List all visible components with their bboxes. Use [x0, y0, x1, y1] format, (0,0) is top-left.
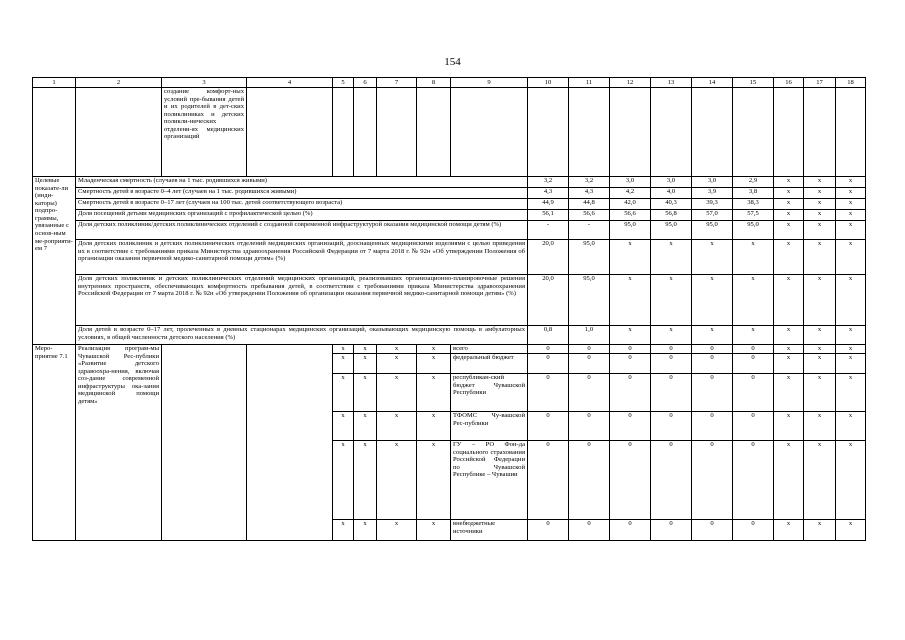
funding-value: 0: [569, 354, 610, 374]
funding-value: x: [774, 354, 804, 374]
funding-value: 0: [692, 441, 733, 520]
indicator-value: x: [610, 240, 651, 275]
funding-value: x: [836, 520, 866, 541]
activity-col4: [247, 345, 333, 541]
indicator-value: x: [651, 275, 692, 326]
budget-code: x: [333, 412, 354, 441]
indicator-value: 44,8: [569, 199, 610, 210]
indicator-row: [33, 210, 866, 221]
program-table: [32, 77, 866, 541]
funding-source: внебюджетные источники: [451, 520, 528, 541]
indicator-value: 3,0: [651, 177, 692, 188]
indicator-name: Доля детских поликлиник и детских поликлинических отделений медицинских организаций, дооснащенных медицинскими изделиями с целью приведения их в соответствие с требованиями приказа Министерства здравоохранения Российской Федерации от 7 марта 2018 г. № 92н «Об утверждении Положения об организации оказания первичной медико-санитарной помощи детям» (%): [76, 240, 528, 275]
funding-value: 0: [733, 345, 774, 354]
column-number: 8: [417, 78, 451, 88]
indicator-value: 2,9: [733, 177, 774, 188]
indicator-value: 4,2: [610, 188, 651, 199]
indicator-value: 4,3: [528, 188, 569, 199]
funding-value: x: [774, 374, 804, 412]
continuation-row: [33, 88, 866, 177]
indicator-value: x: [733, 240, 774, 275]
indicator-name: Доля детей в возрасте 0–17 лет, пролеченных в дневных стационарах медицинских организаций, оказывающих медицинскую помощь в амбулаторных условиях, в общей численности детского населения (%): [76, 326, 528, 345]
indicator-value: x: [804, 240, 836, 275]
funding-value: x: [804, 520, 836, 541]
indicator-name: Младенческая смертность (случаев на 1 тыс. родившихся живыми): [76, 177, 528, 188]
funding-value: 0: [692, 520, 733, 541]
funding-value: x: [774, 441, 804, 520]
indicator-value: 39,3: [692, 199, 733, 210]
funding-value: 0: [651, 520, 692, 541]
funding-value: 0: [733, 520, 774, 541]
indicator-value: 4,0: [651, 188, 692, 199]
funding-value: 0: [569, 520, 610, 541]
indicator-value: x: [804, 199, 836, 210]
funding-value: 0: [610, 412, 651, 441]
target-indicators-label: Целевые показате-ли (инди-каторы) подпро-граммы, увязанные с основ-ным ме-роприяти-ем 7: [33, 177, 76, 345]
indicator-value: -: [569, 221, 610, 240]
funding-source: всего: [451, 345, 528, 354]
budget-code: x: [354, 354, 377, 374]
funding-value: x: [836, 354, 866, 374]
indicator-value: 95,0: [610, 221, 651, 240]
funding-value: x: [836, 345, 866, 354]
indicator-value: 44,9: [528, 199, 569, 210]
indicator-name: Смертность детей в возрасте 0–4 лет (случаев на 1 тыс. родившихся живыми): [76, 188, 528, 199]
column-number: 4: [247, 78, 333, 88]
indicator-value: 3,8: [733, 188, 774, 199]
funding-value: 0: [569, 441, 610, 520]
indicator-value: x: [774, 221, 804, 240]
column-number: 17: [804, 78, 836, 88]
indicator-value: x: [836, 188, 866, 199]
indicator-value: x: [733, 326, 774, 345]
budget-code: x: [333, 354, 354, 374]
indicator-value: 95,0: [569, 240, 610, 275]
activity-name: Реализация програм-мы Чувашской Рес-публики «Развитие детского здравоохра-нения, включая соз-дание современной инфраструктуры ока-зания медицинской помощи детям»: [76, 345, 162, 541]
indicator-value: x: [836, 275, 866, 326]
funding-value: 0: [610, 374, 651, 412]
funding-source: республикан-ский бюджет Чувашской Республики: [451, 374, 528, 412]
continuation-text: создание комфорт-ных условий пре-бывания детей и их родителей в дет-ских поликлиниках и детских поликли-нических отделени-ях медицинских организаций: [162, 88, 247, 177]
budget-code: x: [417, 441, 451, 520]
indicator-value: x: [651, 326, 692, 345]
funding-value: x: [836, 374, 866, 412]
indicator-value: x: [774, 199, 804, 210]
indicator-value: 95,0: [651, 221, 692, 240]
indicator-value: 1,0: [569, 326, 610, 345]
indicator-value: x: [836, 326, 866, 345]
indicator-value: x: [804, 221, 836, 240]
funding-value: 0: [528, 354, 569, 374]
funding-source: федеральный бюджет: [451, 354, 528, 374]
budget-code: x: [377, 412, 417, 441]
funding-value: x: [804, 412, 836, 441]
budget-code: x: [417, 354, 451, 374]
funding-value: 0: [651, 412, 692, 441]
budget-code: x: [377, 441, 417, 520]
column-number: 11: [569, 78, 610, 88]
funding-source: ТФОМС Чу-вашской Рес-публики: [451, 412, 528, 441]
column-number-row: [33, 78, 866, 88]
column-number: 6: [354, 78, 377, 88]
indicator-value: 3,0: [610, 177, 651, 188]
indicator-row: [33, 188, 866, 199]
indicator-value: 20,0: [528, 275, 569, 326]
funding-value: x: [804, 374, 836, 412]
indicator-value: x: [804, 275, 836, 326]
indicator-value: x: [836, 221, 866, 240]
column-number: 3: [162, 78, 247, 88]
budget-code: x: [354, 441, 377, 520]
indicator-value: x: [733, 275, 774, 326]
indicator-name: Доля детских поликлиник и детских поликлинических отделений медицинских организаций, реализовавших организационно-планировочные решения внутренних пространств, обеспечивающих комфортность пребывания детей, в соответствии с требованиями приказа Министерства здравоохранения Российской Федерации от 7 марта 2018 г. № 92н «Об утверждении Положения об организации оказания первичной медико-санитарной помощи детям» (%): [76, 275, 528, 326]
indicator-value: x: [836, 199, 866, 210]
funding-value: x: [774, 412, 804, 441]
indicator-value: x: [836, 240, 866, 275]
funding-row: [33, 345, 866, 354]
funding-value: 0: [733, 374, 774, 412]
funding-value: 0: [569, 374, 610, 412]
indicator-value: 95,0: [733, 221, 774, 240]
budget-code: x: [333, 520, 354, 541]
indicator-value: 56,8: [651, 210, 692, 221]
indicator-value: 56,6: [569, 210, 610, 221]
budget-code: x: [377, 354, 417, 374]
funding-value: 0: [692, 345, 733, 354]
indicator-value: 95,0: [569, 275, 610, 326]
funding-value: 0: [569, 412, 610, 441]
funding-value: 0: [610, 354, 651, 374]
indicator-value: -: [528, 221, 569, 240]
indicator-value: 40,3: [651, 199, 692, 210]
indicator-row: [33, 199, 866, 210]
indicator-value: 57,0: [692, 210, 733, 221]
funding-value: 0: [528, 374, 569, 412]
page-number: 154: [444, 56, 461, 68]
budget-code: x: [354, 374, 377, 412]
column-number: 13: [651, 78, 692, 88]
funding-value: 0: [610, 441, 651, 520]
funding-value: 0: [528, 345, 569, 354]
indicator-value: 56,6: [610, 210, 651, 221]
activity-number: Меро-приятие 7.1: [33, 345, 76, 541]
funding-value: 0: [733, 441, 774, 520]
column-number: 14: [692, 78, 733, 88]
funding-value: x: [774, 345, 804, 354]
budget-code: x: [354, 520, 377, 541]
indicator-value: 3,2: [569, 177, 610, 188]
indicator-value: 95,0: [692, 221, 733, 240]
indicator-value: 38,3: [733, 199, 774, 210]
indicator-row: [33, 177, 866, 188]
budget-code: x: [354, 345, 377, 354]
funding-value: x: [804, 441, 836, 520]
indicator-value: 4,3: [569, 188, 610, 199]
indicator-value: x: [774, 275, 804, 326]
column-number: 16: [774, 78, 804, 88]
column-number: 7: [377, 78, 417, 88]
indicator-value: 57,5: [733, 210, 774, 221]
column-number: 5: [333, 78, 354, 88]
funding-value: 0: [610, 520, 651, 541]
funding-value: x: [804, 354, 836, 374]
budget-code: x: [333, 441, 354, 520]
budget-code: x: [417, 520, 451, 541]
column-number: 10: [528, 78, 569, 88]
indicator-value: x: [610, 326, 651, 345]
funding-value: 0: [733, 354, 774, 374]
funding-value: x: [836, 412, 866, 441]
indicator-value: x: [804, 326, 836, 345]
indicator-row: [33, 240, 866, 275]
funding-value: 0: [692, 354, 733, 374]
funding-source: ГУ – РО Фон-да социального страхования Российской Федерации по Чувашской Республике – Чувашии: [451, 441, 528, 520]
column-number: 15: [733, 78, 774, 88]
funding-value: 0: [651, 374, 692, 412]
activity-col3: [162, 345, 247, 541]
indicator-value: 42,0: [610, 199, 651, 210]
budget-code: x: [377, 520, 417, 541]
funding-value: 0: [528, 412, 569, 441]
indicator-value: x: [774, 240, 804, 275]
indicator-value: 20,0: [528, 240, 569, 275]
indicator-name: Доля детских поликлиник/детских поликлинических отделений с созданной современной инфраструктурой оказания медицинской помощи детям (%): [76, 221, 528, 240]
funding-value: 0: [610, 345, 651, 354]
indicator-value: 3,2: [528, 177, 569, 188]
budget-code: x: [354, 412, 377, 441]
budget-code: x: [417, 374, 451, 412]
indicator-value: x: [804, 210, 836, 221]
funding-value: 0: [733, 412, 774, 441]
funding-value: x: [774, 520, 804, 541]
funding-value: 0: [528, 441, 569, 520]
indicator-value: x: [774, 188, 804, 199]
column-number: 9: [451, 78, 528, 88]
funding-value: 0: [692, 412, 733, 441]
indicator-name: Доля посещений детьми медицинских организаций с профилактической целью (%): [76, 210, 528, 221]
indicator-value: x: [804, 177, 836, 188]
budget-code: x: [417, 412, 451, 441]
indicator-value: x: [692, 275, 733, 326]
indicator-value: x: [651, 240, 692, 275]
indicator-value: 56,1: [528, 210, 569, 221]
column-number: 12: [610, 78, 651, 88]
indicator-value: x: [774, 177, 804, 188]
budget-code: x: [333, 374, 354, 412]
indicator-value: 3,9: [692, 188, 733, 199]
indicator-value: x: [774, 210, 804, 221]
indicator-value: x: [804, 188, 836, 199]
column-number: 1: [33, 78, 76, 88]
column-number: 2: [76, 78, 162, 88]
indicator-row: [33, 221, 866, 240]
indicator-value: x: [836, 210, 866, 221]
indicator-name: Смертность детей в возрасте 0–17 лет (случаев на 100 тыс. детей соответствующего возраста): [76, 199, 528, 210]
funding-value: 0: [651, 441, 692, 520]
funding-value: x: [836, 441, 866, 520]
indicator-value: x: [836, 177, 866, 188]
indicator-row: [33, 326, 866, 345]
funding-value: 0: [569, 345, 610, 354]
indicator-value: x: [610, 275, 651, 326]
funding-value: 0: [651, 345, 692, 354]
funding-value: 0: [651, 354, 692, 374]
funding-value: 0: [692, 374, 733, 412]
indicator-value: 3,0: [692, 177, 733, 188]
budget-code: x: [377, 374, 417, 412]
budget-code: x: [333, 345, 354, 354]
budget-code: x: [377, 345, 417, 354]
indicator-row: [33, 275, 866, 326]
indicator-value: 0,8: [528, 326, 569, 345]
indicator-value: x: [692, 326, 733, 345]
budget-code: x: [417, 345, 451, 354]
column-number: 18: [836, 78, 866, 88]
funding-value: x: [804, 345, 836, 354]
indicator-value: x: [774, 326, 804, 345]
funding-value: 0: [528, 520, 569, 541]
indicator-value: x: [692, 240, 733, 275]
